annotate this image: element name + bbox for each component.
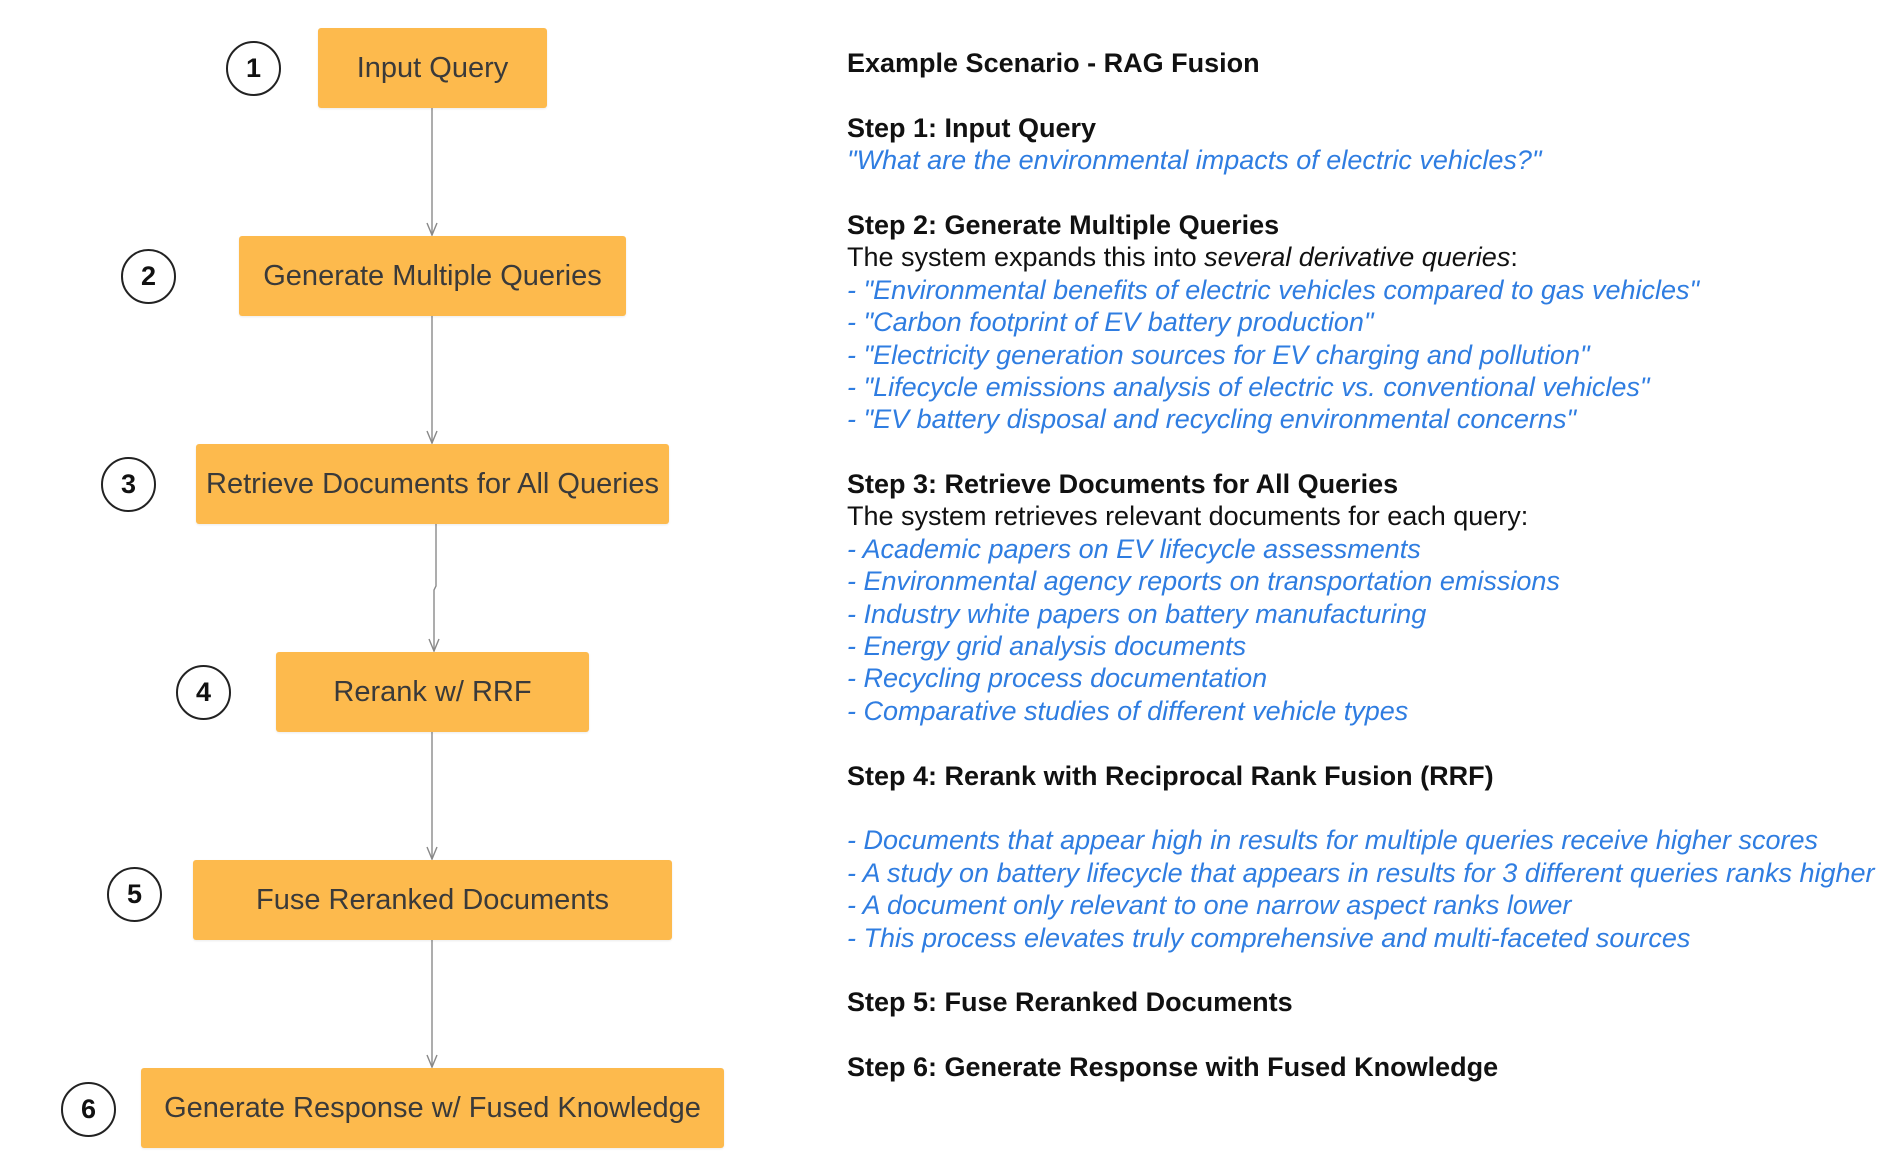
step6-heading: Step 6: Generate Response with Fused Knowledge — [847, 1052, 1499, 1083]
step3-intro: The system retrieves relevant documents for each query: — [847, 501, 1529, 532]
step-box-fuse-reranked-documents: Fuse Reranked Documents — [193, 860, 672, 940]
step4-rerank-item: - Documents that appear high in results for multiple queries receive higher scores — [847, 825, 1818, 856]
arrow-3-to-4 — [434, 524, 436, 651]
step-number-3: 3 — [101, 457, 156, 512]
step-box-retrieve-documents: Retrieve Documents for All Queries — [196, 444, 669, 524]
step3-document-item: - Energy grid analysis documents — [847, 631, 1247, 662]
step-number-4: 4 — [176, 665, 231, 720]
step2-intro-emphasis: several derivative queries — [1204, 242, 1511, 273]
step2-query-item: - "Carbon footprint of EV battery production" — [847, 307, 1374, 338]
step3-document-item: - Environmental agency reports on transportation emissions — [847, 566, 1560, 597]
step-box-generate-response: Generate Response w/ Fused Knowledge — [141, 1068, 724, 1148]
step5-heading: Step 5: Fuse Reranked Documents — [847, 987, 1293, 1018]
step-number-1: 1 — [226, 41, 281, 96]
step2-intro-before: The system expands this into — [847, 242, 1205, 273]
step3-document-item: - Comparative studies of different vehicle types — [847, 695, 1409, 726]
example-scenario-panel — [847, 47, 1875, 1084]
step3-document-item: - Recycling process documentation — [847, 663, 1268, 694]
step-box-input-query: Input Query — [318, 28, 547, 108]
flow-connectors — [0, 0, 760, 1161]
step3-document-item: - Academic papers on EV lifecycle assessments — [847, 533, 1421, 564]
step2-query-item: - "Environmental benefits of electric vehicles compared to gas vehicles" — [847, 274, 1700, 305]
step2-heading: Step 2: Generate Multiple Queries — [847, 209, 1280, 240]
step2-intro — [847, 241, 1867, 273]
step4-rerank-item: - A document only relevant to one narrow aspect ranks lower — [847, 890, 1572, 921]
step2-query-item: - "EV battery disposal and recycling environmental concerns" — [847, 404, 1577, 435]
step1-query: "What are the environmental impacts of electric vehicles?" — [847, 145, 1542, 176]
step3-heading: Step 3: Retrieve Documents for All Queries — [847, 469, 1399, 500]
step-box-generate-multiple-queries: Generate Multiple Queries — [239, 236, 626, 316]
step-number-2: 2 — [121, 249, 176, 304]
step-box-rerank-rrf: Rerank w/ RRF — [276, 652, 589, 732]
step-number-6: 6 — [61, 1082, 116, 1137]
step4-rerank-item: - A study on battery lifecycle that appears in results for 3 different queries ranks higher — [847, 857, 1875, 888]
step1-heading: Step 1: Input Query — [847, 112, 1097, 143]
step2-query-item: - "Lifecycle emissions analysis of electric vs. conventional vehicles" — [847, 371, 1650, 402]
step2-query-item: - "Electricity generation sources for EV charging and pollution" — [847, 339, 1590, 370]
step2-intro-after: : — [1510, 242, 1518, 273]
scenario-title: Example Scenario - RAG Fusion — [847, 48, 1260, 78]
step4-rerank-item: - This process elevates truly comprehensive and multi-faceted sources — [847, 922, 1691, 953]
flowchart — [0, 0, 760, 1161]
step-number-5: 5 — [107, 867, 162, 922]
step3-document-item: - Industry white papers on battery manufacturing — [847, 598, 1427, 629]
step4-heading: Step 4: Rerank with Reciprocal Rank Fusion (RRF) — [847, 760, 1494, 791]
